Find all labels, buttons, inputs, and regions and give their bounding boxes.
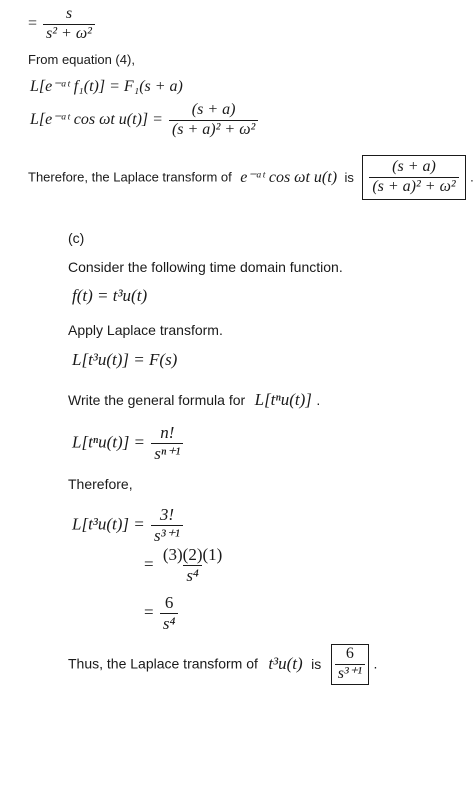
conclusion-ab-fraction [369, 159, 458, 196]
step1-lhs: L[t³u(t)] = [72, 514, 145, 534]
step3-fraction [160, 594, 179, 633]
equation-4-line1: L[e⁻ᵃᵗ f₁(t)] = F₁(s + a) [30, 78, 183, 95]
general-lhs: L[tⁿu(t)] = [72, 432, 146, 452]
final-answer-box [331, 644, 369, 685]
step3-denominator: s⁴ [160, 613, 179, 633]
conclusion-ab-period: . [470, 169, 474, 185]
conclusion-ab [28, 155, 474, 200]
step1-denominator: s³⁺¹ [151, 525, 183, 545]
final-answer-func: t³u(t) [268, 653, 303, 673]
step2-denominator: s⁴ [183, 565, 202, 585]
conclusion-ab-prefix: Therefore, the Laplace transform of [28, 169, 232, 185]
conclusion-ab-func: e⁻ᵃᵗ cos ωt u(t) [240, 168, 338, 186]
final-answer-fraction [335, 646, 365, 683]
step1-numerator: 3! [159, 505, 175, 524]
top-numerator: s [65, 5, 73, 22]
step3-numerator: 6 [164, 593, 174, 612]
step1-fraction [151, 506, 183, 545]
conclusion-ab-answer-box [362, 155, 465, 200]
final-answer-text: Thus, the Laplace transform of [68, 655, 258, 672]
part-c-label: (c) [68, 230, 85, 246]
therefore-text: Therefore, [68, 476, 133, 492]
general-formula-period: . [316, 392, 321, 408]
step2-fraction [160, 546, 225, 585]
general-formula-text: Write the general formula for [68, 392, 246, 408]
part-c-intro: Consider the following time domain function. [68, 259, 343, 275]
top-fraction [43, 6, 95, 43]
step2-eq-sign: = [144, 554, 154, 574]
apply-laplace-text: Apply Laplace transform. [68, 322, 223, 338]
conclusion-ab-is: is [344, 169, 354, 185]
conclusion-ab-num: (s + a) [392, 158, 436, 175]
conclusion-ab-den: (s + a)² + ω² [369, 177, 458, 196]
general-denominator: sⁿ⁺¹ [151, 443, 183, 463]
solution-step-3 [144, 594, 180, 633]
step3-eq-sign: = [144, 602, 154, 622]
general-formula-line [68, 390, 320, 410]
top-equation [28, 6, 97, 43]
equation-4-label: From equation (4), [28, 52, 135, 67]
top-denominator: s² + ω² [43, 24, 95, 43]
final-answer-denominator: s³⁺¹ [335, 664, 365, 683]
top-eq-sign: = [28, 14, 38, 32]
step2-numerator: (3)(2)(1) [162, 545, 223, 564]
solution-step-1 [72, 506, 185, 545]
equation-4-line2-den: (s + a)² + ω² [169, 120, 258, 139]
final-answer-is: is [311, 655, 322, 672]
equation-4-line2-num: (s + a) [191, 101, 236, 118]
solution-step-2 [144, 546, 227, 585]
final-answer-period: . [373, 655, 378, 672]
equation-4-line2 [30, 102, 260, 139]
general-formula-expr: L[tⁿu(t)] [254, 390, 312, 409]
general-fraction [151, 424, 183, 463]
general-formula-equation [72, 424, 185, 463]
equation-4-line2-lhs: L[e⁻ᵃᵗ cos ωt u(t)] = [30, 110, 163, 128]
final-answer-numerator: 6 [345, 645, 354, 662]
f-of-t-equation: f(t) = t³u(t) [72, 286, 148, 305]
final-answer-line [68, 644, 377, 685]
laplace-equation: L[t³u(t)] = F(s) [72, 350, 178, 369]
equation-4-line2-fraction [169, 102, 258, 139]
general-numerator: n! [160, 423, 175, 442]
